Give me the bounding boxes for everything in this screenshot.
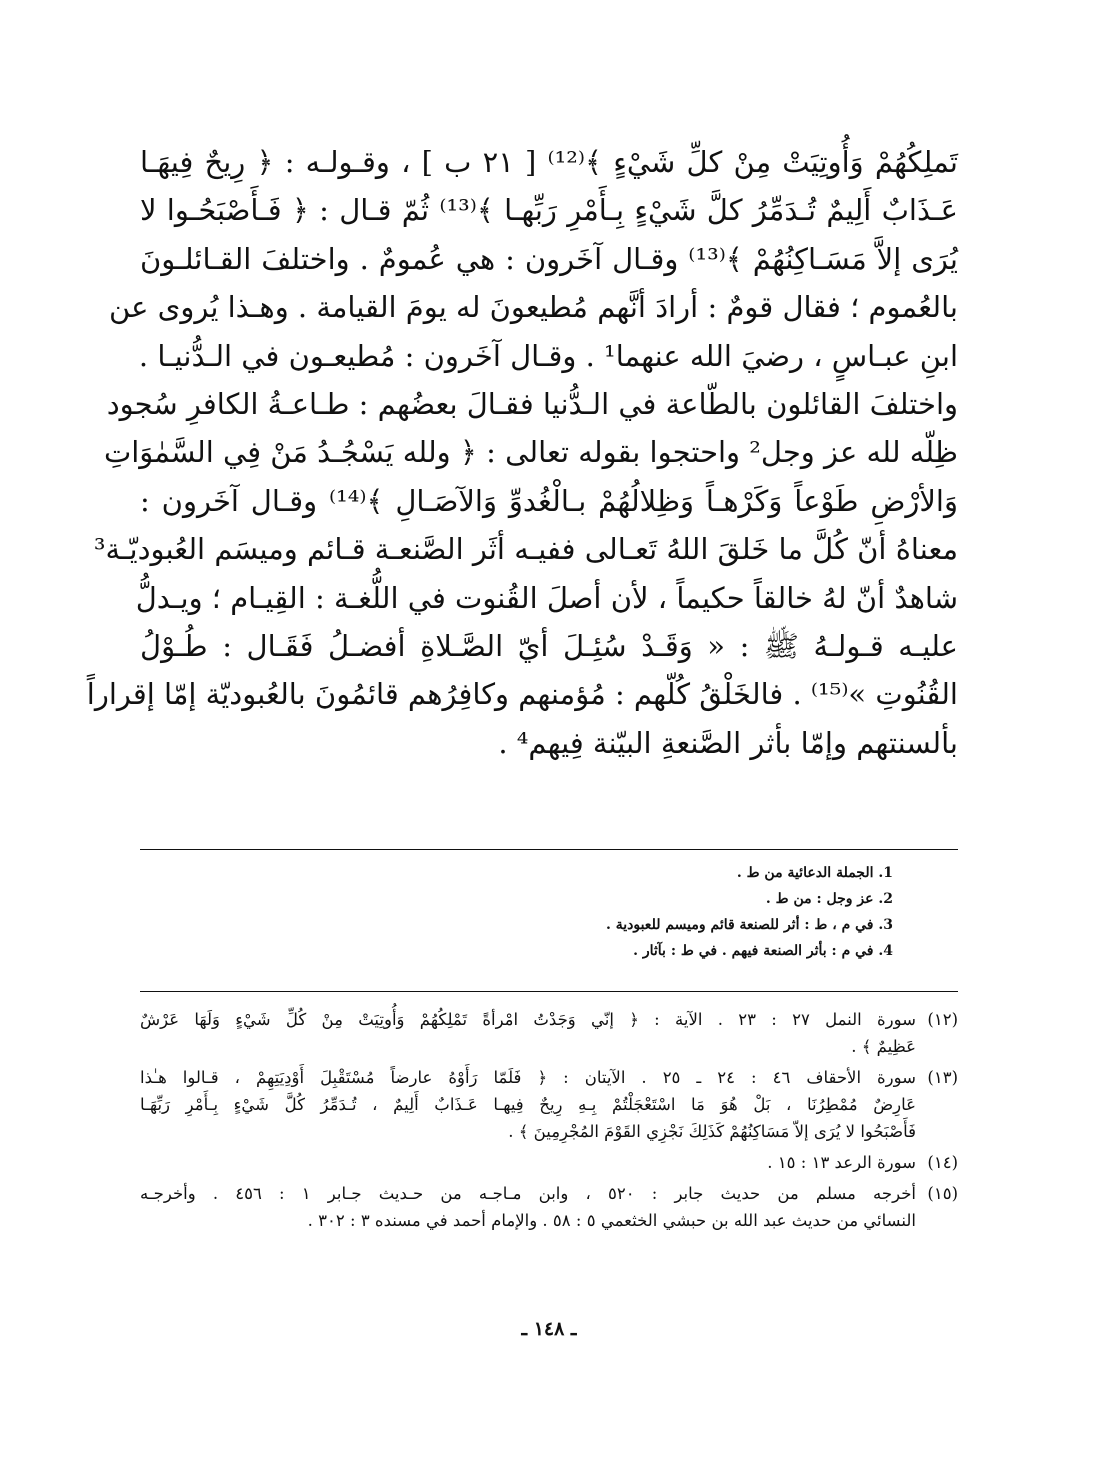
text-line: عليـه قـولـهُ ﷺ : « وَقَـدْ سُئِـلَ أيّ الصَّـلاةِ أفضـلُ فَقَـال : طُـوْلُ [140,628,958,663]
text-line: معناهُ أنّ كُلَّ ما خَلقَ اللهُ تَعـالى ففيـه أثَر الصَّنعـة قـائم وميسَم العُبوديّـة³ [93,532,958,567]
editor-notes [140,860,893,964]
footnote-number: (١٥) [927,1184,958,1203]
footnote-number: (١٢) [927,1010,958,1029]
footnote-body [140,1149,916,1176]
text-line: وَالأرْضِ طَوْعاً وَكَرْهـاً وَظِلالُهُمْ بـالْغُدوِّ وَالآصَـالِ ﴾⁽¹⁴⁾ وقـال آخَرون : [140,483,958,518]
editor-note: 1. الجملة الدعائية من ط . [736,865,893,881]
footnote-body [140,1064,916,1145]
text-line: ظِلّه لله عز وجل² واحتجوا بقوله تعالى : ﴿ ولله يَسْجُـدُ مَنْ فِي السَّمٰوَاتِ [103,435,958,470]
text-line: القُنُوتِ »⁽¹⁵⁾ . فالخَلْقُ كُلّهم : مُؤمنهم وكافِرُهم قائمُونَ بالعُبوديّة إمّا إقراراً [86,677,958,712]
editor-note: 4. في م : بأثر الصنعة فيهم . في ط : بآثار . [633,943,893,959]
text-line: تَملِكُهُمْ وَأُوتِيَتْ مِنْ كلِّ شَيْءٍ ﴾⁽¹²⁾ [ ٢١ ب ] ، وقـولـه : ﴿ رِيحٌ فِيهَـا [140,145,958,179]
text-line: يُرَى إلاَّ مَسَـاكِنُهُمْ ﴾⁽¹³⁾ وقـال آخَرون : هي عُمومٌ . واختلفَ القـائلـونَ [140,241,958,276]
footnote [140,1064,958,1145]
footnote-number: (١٣) [927,1068,958,1087]
footnote-body [140,1180,916,1234]
footnote-line: فَأَصْبَحُوا لا يُرَى إلاّ مَسَاكِنُهُمْ كَذَلِكَ نَجْزِي القَوْمَ المُجْرِمِينَ ﴾ . [508,1122,916,1141]
text-line: بألسنتهم وإمّا بأثر الصَّنعةِ البيّنة فِيهم⁴ . [498,725,958,760]
text-line: شاهدٌ أنّ لهُ خالقاً حكيماً ، لأن أصلَ القُنوت في اللُّغـة : القِيـام ؛ ويـدلُّ [135,580,958,615]
footnote-line: سورة الأحقاف ٤٦ : ٢٤ ـ ٢٥ . الآيتان : ﴿ فَلَمّا رَأَوْهُ عارضاً مُسْتَقْبِلَ أَوْدِيَتِهِمْ ، قـالوا هـٰذا [140,1068,916,1087]
footnotes [140,1006,958,1238]
footnote [140,1180,958,1234]
footnote [140,1006,958,1060]
footnote-separator [140,991,958,992]
footnote-line: سورة النمل ٢٧ : ٢٣ . الآية : ﴿ إنّي وَجَدْتُ امْرأةً تَمْلِكُهُمْ وَأُوتِيَتْ مِنْ كُلِّ شَيْءٍ وَلَهَا عَرْشٌ [140,1010,916,1029]
editor-note: 2. عز وجل : من ط . [765,891,893,907]
main-text-rule [140,849,958,850]
footnote-number: (١٤) [927,1153,958,1172]
text-line: ابنِ عبـاسٍ ، رضيَ الله عنهما¹ . وقـال آخَرون : مُطيعـون في الـدُّنيـا . [138,338,958,373]
footnote-line: النسائي من حديث عبد الله بن حبشي الخثعمي ٥ : ٥٨ . والإمام أحمد في مسنده ٣ : ٣٠٢ . [307,1211,916,1230]
text-line: بالعُموم ؛ فقال قومٌ : أرادَ أنَّهم مُطيعونَ له يومَ القيامة . وهـذا يُروى عن [109,290,958,325]
footnote-line: أخرجه مسلم من حديث جابر : ٥٢٠ ، وابن مـاجـه من حـديث جـابر ١ : ٤٥٦ . وأخرجـه [140,1184,916,1203]
editor-note: 3. في م ، ط : أثر للصنعة قائم وميسم للعبودية . [605,917,893,933]
footnote [140,1149,958,1176]
footnote-line: سورة الرعد ١٣ : ١٥ . [767,1153,916,1172]
main-text [86,138,958,767]
footnote-body [140,1006,916,1060]
text-line: عَـذَابٌ أَلِيمٌ تُـدَمِّرُ كلَّ شَيْءٍ بِـأَمْرِ رَبِّهـا ﴾⁽¹³⁾ ثُمّ قـال : ﴿ فَـأَصْبَحُـوا لا [140,193,958,228]
footnote-line: عَارِضٌ مُمْطِرُنَا ، بَلْ هُوَ مَا اسْتَعْجَلْتُمْ بِـهِ رِيحٌ فِيهـا عَـذَابٌ أَلِيمٌ ، تُـدَمِّرُ كُلَّ شَيْءٍ بِـأَمْرِ رَبِّهَـا [140,1095,916,1114]
page-number: ـ ١٤٨ ـ [521,1318,577,1340]
footnote-line: عَظِيمٌ ﴾ . [851,1037,916,1056]
text-line: واختلفَ القائلون بالطّاعة في الـدُّنيا فقـالَ بعضُهم : طـاعـةُ الكافرِ سُجود [106,386,958,421]
